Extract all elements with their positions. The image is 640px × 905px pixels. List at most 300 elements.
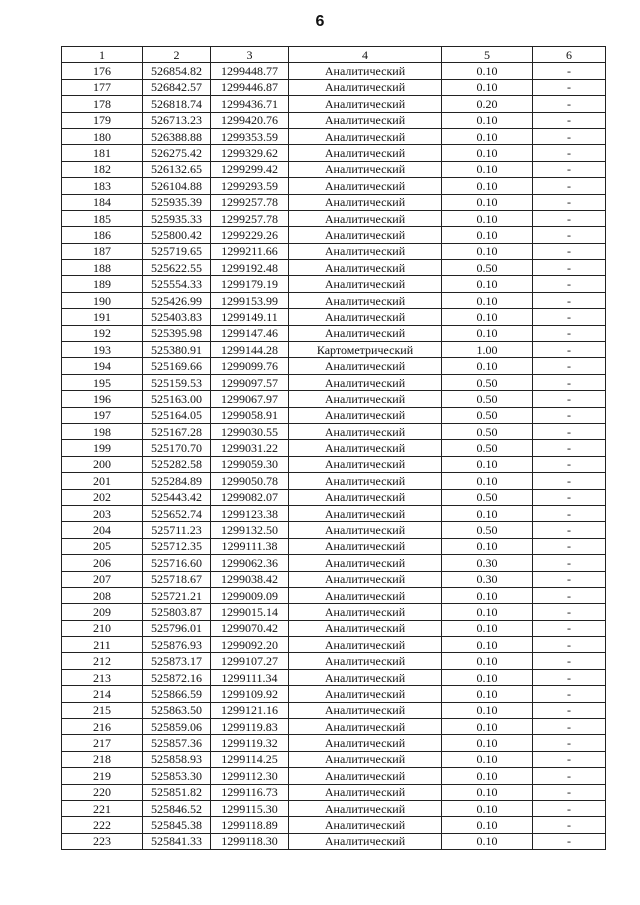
table-cell-col5: 0.10: [442, 669, 533, 685]
table-cell-col1: 184: [62, 194, 143, 210]
table-cell-col2: 526388.88: [143, 128, 211, 144]
table-cell-col1: 222: [62, 817, 143, 833]
table-cell-col3: 1299257.78: [211, 194, 289, 210]
table-cell-col1: 217: [62, 735, 143, 751]
table-cell-col4: Аналитический: [289, 538, 442, 554]
table-cell-col1: 191: [62, 309, 143, 325]
table-row: [62, 702, 606, 718]
table-cell-col6: -: [533, 391, 606, 407]
table-cell-col5: 0.10: [442, 833, 533, 849]
table-cell-col5: 0.10: [442, 194, 533, 210]
table-cell-col2: 525719.65: [143, 243, 211, 259]
table-header-row: [62, 47, 606, 63]
table-cell-col5: 0.10: [442, 79, 533, 95]
table-cell-col6: -: [533, 571, 606, 587]
table-cell-col1: 176: [62, 63, 143, 79]
table-row: [62, 309, 606, 325]
table-cell-col1: 177: [62, 79, 143, 95]
table-cell-col6: -: [533, 112, 606, 128]
table-cell-col5: 0.10: [442, 620, 533, 636]
table-cell-col5: 0.10: [442, 473, 533, 489]
table-cell-col1: 182: [62, 161, 143, 177]
table-cell-col5: 0.30: [442, 555, 533, 571]
table-cell-col3: 1299058.91: [211, 407, 289, 423]
table-cell-col1: 185: [62, 210, 143, 226]
table-cell-col5: 0.10: [442, 112, 533, 128]
table-cell-col2: 525873.17: [143, 653, 211, 669]
table-cell-col4: Аналитический: [289, 653, 442, 669]
table-cell-col1: 201: [62, 473, 143, 489]
table-row: [62, 604, 606, 620]
table-cell-col5: 0.50: [442, 489, 533, 505]
table-cell-col1: 208: [62, 587, 143, 603]
table-cell-col1: 186: [62, 227, 143, 243]
table-cell-col4: Аналитический: [289, 325, 442, 341]
table-cell-col6: -: [533, 768, 606, 784]
table-row: [62, 391, 606, 407]
table-cell-col3: 1299030.55: [211, 423, 289, 439]
table-cell-col4: Аналитический: [289, 227, 442, 243]
table-cell-col4: Аналитический: [289, 505, 442, 521]
table-cell-col2: 525846.52: [143, 800, 211, 816]
table-row: [62, 325, 606, 341]
table-cell-col4: Аналитический: [289, 96, 442, 112]
table-cell-col6: -: [533, 260, 606, 276]
table-cell-col4: Аналитический: [289, 604, 442, 620]
table-cell-col1: 211: [62, 637, 143, 653]
table-cell-col2: 525164.05: [143, 407, 211, 423]
table-cell-col3: 1299179.19: [211, 276, 289, 292]
table-cell-col6: -: [533, 702, 606, 718]
table-row: [62, 342, 606, 358]
table-cell-col6: -: [533, 358, 606, 374]
table-cell-col4: Аналитический: [289, 784, 442, 800]
table-row: [62, 456, 606, 472]
table-cell-col3: 1299031.22: [211, 440, 289, 456]
table-cell-col4: Аналитический: [289, 768, 442, 784]
table-cell-col2: 525163.00: [143, 391, 211, 407]
table-cell-col1: 188: [62, 260, 143, 276]
table-cell-col2: 525652.74: [143, 505, 211, 521]
table-cell-col1: 178: [62, 96, 143, 112]
table-cell-col3: 1299059.30: [211, 456, 289, 472]
table-cell-col6: -: [533, 604, 606, 620]
table-cell-col5: 0.10: [442, 145, 533, 161]
table-row: [62, 112, 606, 128]
table-cell-col5: 0.10: [442, 686, 533, 702]
table-cell-col4: Аналитический: [289, 473, 442, 489]
table-cell-col2: 525866.59: [143, 686, 211, 702]
table-cell-col3: 1299114.25: [211, 751, 289, 767]
table-cell-col4: Аналитический: [289, 292, 442, 308]
table-cell-col1: 219: [62, 768, 143, 784]
table-cell-col6: -: [533, 505, 606, 521]
table-cell-col5: 0.10: [442, 178, 533, 194]
table-cell-col2: 526104.88: [143, 178, 211, 194]
table-cell-col4: Аналитический: [289, 407, 442, 423]
table-cell-col3: 1299115.30: [211, 800, 289, 816]
table-row: [62, 817, 606, 833]
table-cell-col5: 0.30: [442, 571, 533, 587]
table-row: [62, 358, 606, 374]
table-row: [62, 800, 606, 816]
table-header: [62, 47, 606, 63]
table-cell-col6: -: [533, 194, 606, 210]
table-cell-col6: -: [533, 800, 606, 816]
table-cell-col3: 1299448.77: [211, 63, 289, 79]
table-cell-col4: Аналитический: [289, 637, 442, 653]
table-row: [62, 145, 606, 161]
table-cell-col1: 190: [62, 292, 143, 308]
table-cell-col4: Аналитический: [289, 620, 442, 636]
table-cell-col5: 0.10: [442, 719, 533, 735]
table-cell-col1: 209: [62, 604, 143, 620]
table-cell-col3: 1299436.71: [211, 96, 289, 112]
table-cell-col4: Аналитический: [289, 391, 442, 407]
table-cell-col3: 1299112.30: [211, 768, 289, 784]
table-cell-col2: 525858.93: [143, 751, 211, 767]
table-cell-col6: -: [533, 637, 606, 653]
table-cell-col1: 218: [62, 751, 143, 767]
table-cell-col3: 1299147.46: [211, 325, 289, 341]
table-cell-col5: 0.10: [442, 702, 533, 718]
table-cell-col1: 223: [62, 833, 143, 849]
table-cell-col2: 525395.98: [143, 325, 211, 341]
table-cell-col6: -: [533, 276, 606, 292]
table-cell-col4: Аналитический: [289, 587, 442, 603]
table-cell-col2: 526275.42: [143, 145, 211, 161]
table-cell-col4: Аналитический: [289, 358, 442, 374]
table-row: [62, 178, 606, 194]
table-cell-col5: 0.50: [442, 440, 533, 456]
table-cell-col5: 0.10: [442, 292, 533, 308]
table-cell-col6: -: [533, 522, 606, 538]
table-cell-col6: -: [533, 309, 606, 325]
table-cell-col3: 1299070.42: [211, 620, 289, 636]
table-cell-col6: -: [533, 325, 606, 341]
table-cell-col4: Аналитический: [289, 260, 442, 276]
table-row: [62, 194, 606, 210]
table-row: [62, 243, 606, 259]
table-cell-col3: 1299107.27: [211, 653, 289, 669]
table-cell-col4: Аналитический: [289, 800, 442, 816]
table-cell-col2: 525800.42: [143, 227, 211, 243]
table-cell-col2: 525403.83: [143, 309, 211, 325]
table-cell-col4: Аналитический: [289, 243, 442, 259]
table-cell-col2: 525841.33: [143, 833, 211, 849]
table-cell-col3: 1299118.89: [211, 817, 289, 833]
table-cell-col2: 526713.23: [143, 112, 211, 128]
table-row: [62, 473, 606, 489]
table-cell-col6: -: [533, 79, 606, 95]
table-row: [62, 440, 606, 456]
table-cell-col3: 1299211.66: [211, 243, 289, 259]
table-cell-col1: 212: [62, 653, 143, 669]
table-cell-col5: 0.10: [442, 161, 533, 177]
table-cell-col2: 525876.93: [143, 637, 211, 653]
table-cell-col1: 192: [62, 325, 143, 341]
table-cell-col5: 0.10: [442, 735, 533, 751]
table-cell-col3: 1299192.48: [211, 260, 289, 276]
column-header-1: 1: [62, 47, 143, 63]
table-row: [62, 227, 606, 243]
table-cell-col3: 1299038.42: [211, 571, 289, 587]
table-cell-col5: 0.10: [442, 309, 533, 325]
table-row: [62, 686, 606, 702]
table-cell-col4: Аналитический: [289, 309, 442, 325]
table-cell-col1: 200: [62, 456, 143, 472]
table-cell-col5: 0.50: [442, 260, 533, 276]
table-cell-col6: -: [533, 178, 606, 194]
table-cell-col1: 189: [62, 276, 143, 292]
table-cell-col5: 0.10: [442, 358, 533, 374]
table-cell-col5: 0.10: [442, 637, 533, 653]
table-cell-col5: 0.10: [442, 784, 533, 800]
table-row: [62, 538, 606, 554]
table-cell-col4: Аналитический: [289, 735, 442, 751]
table-cell-col5: 0.50: [442, 391, 533, 407]
table-cell-col1: 179: [62, 112, 143, 128]
table-cell-col2: 526132.65: [143, 161, 211, 177]
table-row: [62, 63, 606, 79]
table-cell-col2: 525712.35: [143, 538, 211, 554]
table-cell-col6: -: [533, 555, 606, 571]
table-cell-col4: Аналитический: [289, 440, 442, 456]
table-cell-col5: 0.50: [442, 522, 533, 538]
table-cell-col3: 1299118.30: [211, 833, 289, 849]
table-cell-col6: -: [533, 833, 606, 849]
table-cell-col1: 215: [62, 702, 143, 718]
table-row: [62, 505, 606, 521]
table-cell-col4: Аналитический: [289, 63, 442, 79]
table-cell-col5: 0.10: [442, 505, 533, 521]
table-cell-col3: 1299132.50: [211, 522, 289, 538]
table-row: [62, 407, 606, 423]
table-cell-col6: -: [533, 292, 606, 308]
table-cell-col5: 0.10: [442, 768, 533, 784]
table-cell-col2: 525853.30: [143, 768, 211, 784]
table-cell-col1: 187: [62, 243, 143, 259]
table-cell-col4: Аналитический: [289, 702, 442, 718]
table-cell-col5: 1.00: [442, 342, 533, 358]
table-cell-col6: -: [533, 145, 606, 161]
table-cell-col5: 0.10: [442, 325, 533, 341]
page-number: 6: [315, 13, 325, 30]
table-cell-col6: -: [533, 751, 606, 767]
column-header-6: 6: [533, 47, 606, 63]
table-cell-col1: 198: [62, 423, 143, 439]
table-cell-col4: Картометрический: [289, 342, 442, 358]
table-cell-col6: -: [533, 669, 606, 685]
table-cell-col1: 195: [62, 374, 143, 390]
column-header-3: 3: [211, 47, 289, 63]
table-cell-col5: 0.10: [442, 63, 533, 79]
table-cell-col3: 1299082.07: [211, 489, 289, 505]
table-cell-col3: 1299153.99: [211, 292, 289, 308]
table-row: [62, 620, 606, 636]
table-cell-col5: 0.10: [442, 456, 533, 472]
table-row: [62, 735, 606, 751]
table-cell-col2: 525935.33: [143, 210, 211, 226]
table-cell-col6: -: [533, 63, 606, 79]
table-cell-col4: Аналитический: [289, 112, 442, 128]
table-cell-col2: 525554.33: [143, 276, 211, 292]
table-cell-col2: 525721.21: [143, 587, 211, 603]
column-header-2: 2: [143, 47, 211, 63]
table-cell-col6: -: [533, 489, 606, 505]
table-cell-col3: 1299116.73: [211, 784, 289, 800]
table-cell-col4: Аналитический: [289, 79, 442, 95]
table-cell-col1: 181: [62, 145, 143, 161]
table-cell-col3: 1299050.78: [211, 473, 289, 489]
table-cell-col4: Аналитический: [289, 128, 442, 144]
table-cell-col4: Аналитический: [289, 423, 442, 439]
table-row: [62, 522, 606, 538]
table-row: [62, 260, 606, 276]
table-cell-col2: 526818.74: [143, 96, 211, 112]
table-cell-col5: 0.10: [442, 751, 533, 767]
table-cell-col6: -: [533, 440, 606, 456]
table-cell-col2: 525935.39: [143, 194, 211, 210]
table-cell-col1: 194: [62, 358, 143, 374]
table-cell-col1: 204: [62, 522, 143, 538]
table-row: [62, 653, 606, 669]
table-cell-col2: 525857.36: [143, 735, 211, 751]
table-body: [62, 63, 606, 850]
table-cell-col3: 1299099.76: [211, 358, 289, 374]
table-cell-col2: 525845.38: [143, 817, 211, 833]
table-cell-col4: Аналитический: [289, 161, 442, 177]
table-cell-col6: -: [533, 719, 606, 735]
table-cell-col3: 1299446.87: [211, 79, 289, 95]
table-cell-col2: 525169.66: [143, 358, 211, 374]
table-cell-col5: 0.10: [442, 800, 533, 816]
table-cell-col2: 525284.89: [143, 473, 211, 489]
table-cell-col2: 525170.70: [143, 440, 211, 456]
table-cell-col2: 525622.55: [143, 260, 211, 276]
table-cell-col4: Аналитический: [289, 833, 442, 849]
table-cell-col3: 1299119.83: [211, 719, 289, 735]
table-cell-col3: 1299097.57: [211, 374, 289, 390]
table-cell-col2: 525282.58: [143, 456, 211, 472]
table-cell-col3: 1299149.11: [211, 309, 289, 325]
table-cell-col1: 216: [62, 719, 143, 735]
table-row: [62, 587, 606, 603]
table-cell-col2: 525167.28: [143, 423, 211, 439]
table-cell-col1: 220: [62, 784, 143, 800]
table-cell-col1: 197: [62, 407, 143, 423]
table-cell-col2: 525851.82: [143, 784, 211, 800]
table-cell-col6: -: [533, 161, 606, 177]
table-cell-col4: Аналитический: [289, 686, 442, 702]
table-row: [62, 768, 606, 784]
table-cell-col5: 0.50: [442, 407, 533, 423]
table-row: [62, 96, 606, 112]
table-cell-col3: 1299067.97: [211, 391, 289, 407]
table-cell-col3: 1299119.32: [211, 735, 289, 751]
table-row: [62, 423, 606, 439]
table-cell-col6: -: [533, 128, 606, 144]
table-cell-col3: 1299420.76: [211, 112, 289, 128]
table-cell-col6: -: [533, 653, 606, 669]
table-cell-col2: 525711.23: [143, 522, 211, 538]
table-cell-col1: 221: [62, 800, 143, 816]
table-cell-col5: 0.10: [442, 817, 533, 833]
table-cell-col3: 1299121.16: [211, 702, 289, 718]
table-cell-col6: -: [533, 735, 606, 751]
table-cell-col1: 193: [62, 342, 143, 358]
table-cell-col3: 1299111.38: [211, 538, 289, 554]
table-cell-col3: 1299111.34: [211, 669, 289, 685]
table-cell-col5: 0.10: [442, 538, 533, 554]
table-cell-col6: -: [533, 96, 606, 112]
table-cell-col6: -: [533, 620, 606, 636]
table-cell-col5: 0.10: [442, 128, 533, 144]
table-cell-col1: 213: [62, 669, 143, 685]
table-cell-col2: 525159.53: [143, 374, 211, 390]
table-row: [62, 128, 606, 144]
table-cell-col1: 199: [62, 440, 143, 456]
table-cell-col6: -: [533, 686, 606, 702]
table-cell-col4: Аналитический: [289, 719, 442, 735]
table-cell-col5: 0.10: [442, 276, 533, 292]
table-cell-col1: 180: [62, 128, 143, 144]
table-cell-col2: 526854.82: [143, 63, 211, 79]
table-cell-col3: 1299299.42: [211, 161, 289, 177]
table-cell-col5: 0.50: [442, 423, 533, 439]
table-cell-col3: 1299257.78: [211, 210, 289, 226]
table-cell-col3: 1299123.38: [211, 505, 289, 521]
table-row: [62, 751, 606, 767]
table-cell-col3: 1299329.62: [211, 145, 289, 161]
table-cell-col6: -: [533, 456, 606, 472]
table-cell-col1: 203: [62, 505, 143, 521]
table-row: [62, 833, 606, 849]
table-cell-col1: 207: [62, 571, 143, 587]
table-cell-col3: 1299109.92: [211, 686, 289, 702]
table-cell-col4: Аналитический: [289, 555, 442, 571]
table-cell-col1: 202: [62, 489, 143, 505]
table-row: [62, 784, 606, 800]
table-cell-col6: -: [533, 817, 606, 833]
column-header-5: 5: [442, 47, 533, 63]
table-cell-col3: 1299293.59: [211, 178, 289, 194]
table-cell-col6: -: [533, 587, 606, 603]
table-row: [62, 669, 606, 685]
table-cell-col4: Аналитический: [289, 571, 442, 587]
table-row: [62, 555, 606, 571]
table-cell-col6: -: [533, 407, 606, 423]
table-cell-col5: 0.10: [442, 210, 533, 226]
table-cell-col2: 525796.01: [143, 620, 211, 636]
table-cell-col5: 0.10: [442, 243, 533, 259]
table-row: [62, 292, 606, 308]
table-cell-col6: -: [533, 243, 606, 259]
table-cell-col4: Аналитический: [289, 669, 442, 685]
table-row: [62, 571, 606, 587]
coordinates-table: [61, 46, 606, 850]
table-cell-col2: 525872.16: [143, 669, 211, 685]
table-row: [62, 161, 606, 177]
table-cell-col3: 1299144.28: [211, 342, 289, 358]
table-cell-col5: 0.10: [442, 227, 533, 243]
table-cell-col6: -: [533, 210, 606, 226]
table-cell-col1: 206: [62, 555, 143, 571]
table-cell-col1: 183: [62, 178, 143, 194]
table-cell-col4: Аналитический: [289, 374, 442, 390]
table-cell-col3: 1299353.59: [211, 128, 289, 144]
table-cell-col6: -: [533, 227, 606, 243]
